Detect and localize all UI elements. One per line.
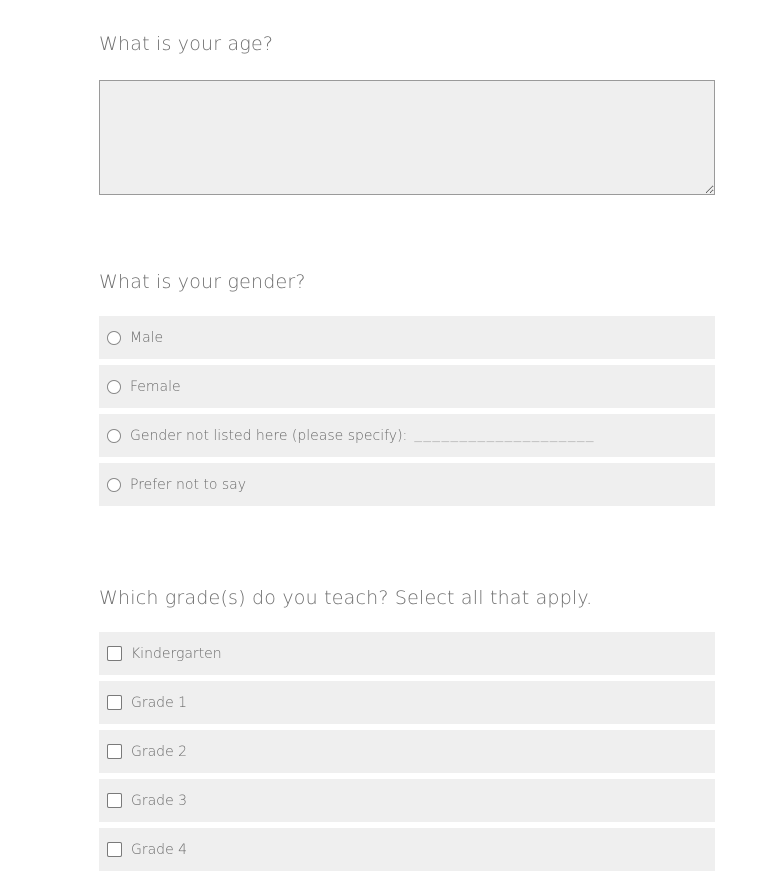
option-label: Grade 1: [131, 694, 188, 711]
radio-button[interactable]: [107, 429, 121, 443]
option-label: Grade 4: [131, 841, 188, 858]
grade-question-title: Which grade(s) do you teach? Select all that apply.: [99, 587, 593, 609]
checkbox[interactable]: [107, 744, 122, 759]
grade-option-grade-2[interactable]: [99, 730, 715, 773]
gender-option-male[interactable]: [99, 316, 715, 359]
option-label: Female: [130, 378, 181, 395]
gender-option-female[interactable]: [99, 365, 715, 408]
age-answer-textarea[interactable]: [99, 80, 715, 195]
gender-specify-input[interactable]: ____________________: [414, 428, 595, 443]
option-label: Male: [130, 329, 164, 346]
grade-option-grade-3[interactable]: [99, 779, 715, 822]
gender-question-title: What is your gender?: [99, 271, 306, 293]
checkbox[interactable]: [107, 842, 122, 857]
radio-button[interactable]: [107, 331, 121, 345]
grade-option-grade-4[interactable]: [99, 828, 715, 871]
gender-option-not-listed[interactable]: [99, 414, 715, 457]
option-label: Prefer not to say: [130, 476, 247, 493]
age-question-title: What is your age?: [99, 33, 274, 55]
checkbox[interactable]: [107, 793, 122, 808]
option-label: Grade 2: [131, 743, 188, 760]
grade-option-grade-1[interactable]: [99, 681, 715, 724]
radio-button[interactable]: [107, 380, 121, 394]
option-label: Gender not listed here (please specify):: [130, 427, 408, 444]
radio-button[interactable]: [107, 478, 121, 492]
grade-option-kindergarten[interactable]: [99, 632, 715, 675]
option-label: Grade 3: [131, 792, 188, 809]
checkbox[interactable]: [107, 646, 122, 661]
option-label: Kindergarten: [131, 645, 222, 662]
gender-option-prefer-not-to-say[interactable]: [99, 463, 715, 506]
checkbox[interactable]: [107, 695, 122, 710]
